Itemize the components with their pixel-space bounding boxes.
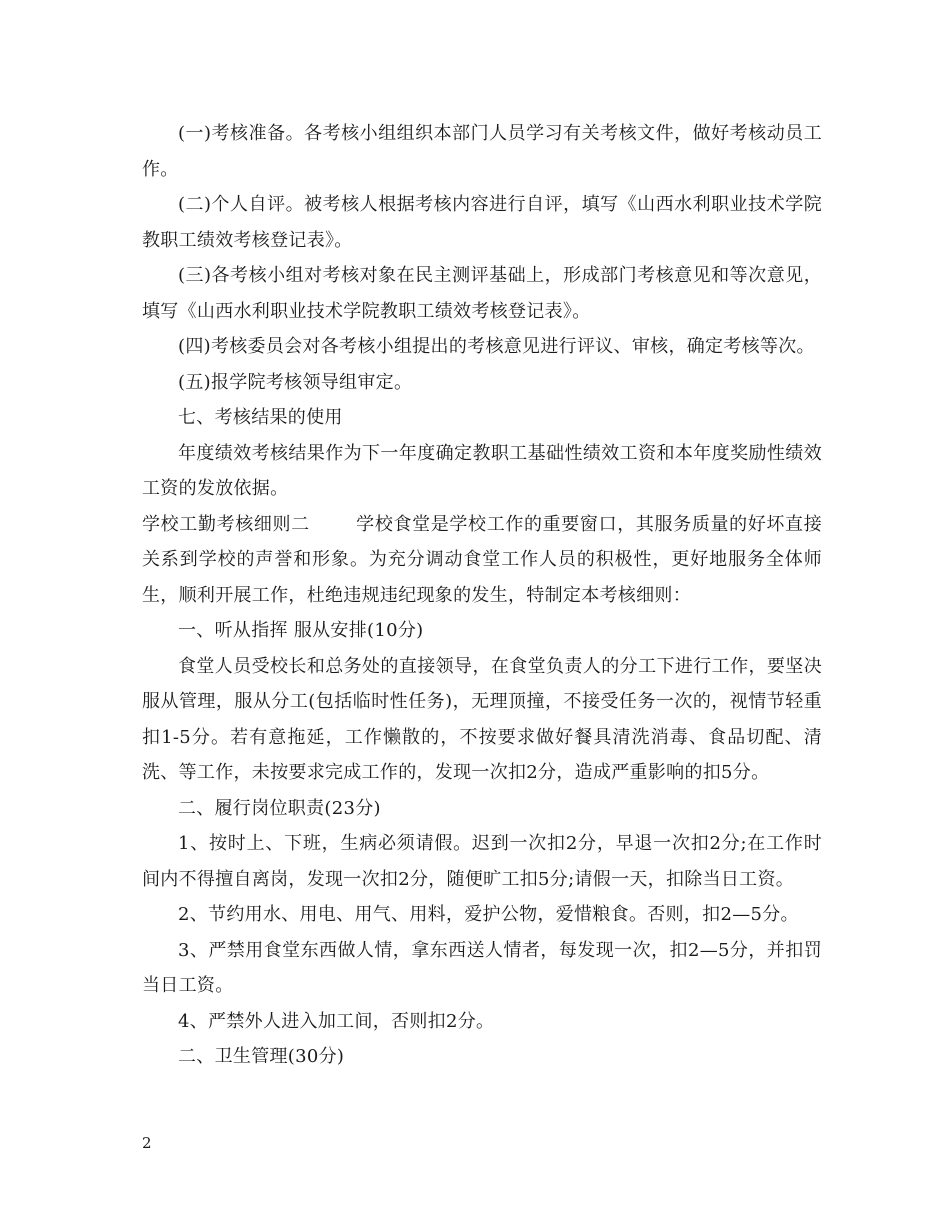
paragraph-result-usage: 年度绩效考核结果作为下一年度确定教职工基础性绩效工资和本年度奖励性绩效工资的发放依据。 <box>142 442 822 499</box>
section-heading-result-usage: 七、考核结果的使用 <box>178 407 343 428</box>
paragraph-canteen-rules-intro <box>142 507 822 614</box>
document-subtitle: 学校工勤考核细则二 <box>142 513 310 535</box>
document-body <box>142 116 822 1075</box>
paragraph-duty-no-outsiders: 4、严禁外人进入加工间，否则扣2分。 <box>178 1010 495 1032</box>
section-heading-job-duties: 二、履行岗位职责(23分) <box>178 797 381 819</box>
paragraph-duty-no-favors: 3、严禁用食堂东西做人情，拿东西送人情者，每发现一次，扣2—5分，并扣罚当日工资。 <box>142 939 822 996</box>
section-heading-hygiene: 二、卫生管理(30分) <box>178 1046 345 1067</box>
section-heading-obey-command: 一、听从指挥 服从安排(10分) <box>178 620 424 641</box>
paragraph-committee-review: (四)考核委员会对各考核小组提出的考核意见进行评议、审核，确定考核等次。 <box>178 336 815 357</box>
page-number: 2 <box>142 1134 152 1152</box>
paragraph-assessment-preparation: (一)考核准备。各考核小组组织本部门人员学习有关考核文件，做好考核动员工作。 <box>142 123 822 180</box>
paragraph-leadership-approval: (五)报学院考核领导组审定。 <box>178 371 413 393</box>
paragraph-obey-command: 食堂人员受校长和总务处的直接领导，在食堂负责人的分工下进行工作，要坚决服从管理，服从分工(包括临时性任务)，无理顶撞，不接受任务一次的，视情节轻重扣1-5分。若有意拖延，工作懒散的，不按要求做好餐具清洗消毒、食品切配、清洗、等工作，未按要求完成工作的，发现一次扣2分，造成严重影响的扣5分。 <box>142 655 822 783</box>
paragraph-duty-attendance: 1、按时上、下班，生病必须请假。迟到一次扣2分，早退一次扣2分;在工作时间内不得擅自离岗，发现一次扣2分，随便旷工扣5分;请假一天，扣除当日工资。 <box>142 833 822 890</box>
paragraph-self-evaluation: (二)个人自评。被考核人根据考核内容进行自评，填写《山西水利职业技术学院教职工绩效考核登记表》。 <box>142 194 822 251</box>
paragraph-group-opinion: (三)各考核小组对考核对象在民主测评基础上，形成部门考核意见和等次意见，填写《山西水利职业技术学院教职工绩效考核登记表》。 <box>142 265 822 322</box>
paragraph-duty-saving: 2、节约用水、用电、用气、用料，爱护公物，爱惜粮食。否则，扣2—5分。 <box>178 904 799 925</box>
canteen-intro-text: 学校食堂是学校工作的重要窗口，其服务质量的好坏直接关系到学校的声誉和形象。为充分调动食堂工作人员的积极性，更好地服务全体师生，顺利开展工作，杜绝违规违纪现象的发生，特制定本考核细则： <box>142 513 822 606</box>
